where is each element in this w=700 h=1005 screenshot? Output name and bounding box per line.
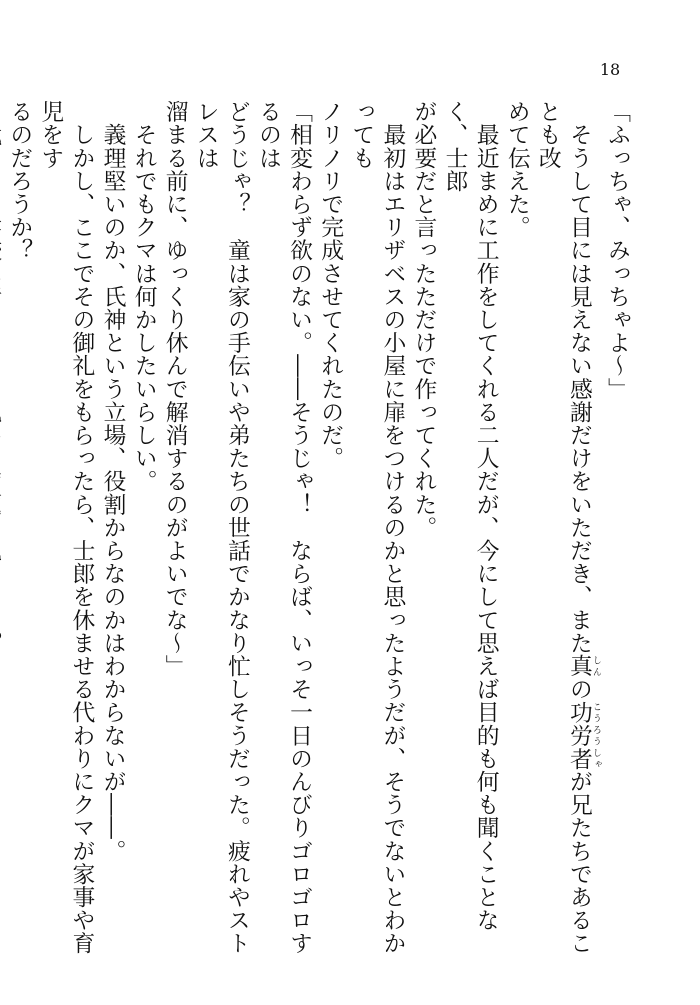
text-line: 最近まめに工作をしてくれる二人だが、今にして思えば目的も何も聞くことなく、士郎 <box>441 100 499 932</box>
text-line: 「相変わらず欲のない。――そうじゃ！ ならば、いっそ一日のんびりゴロゴロするのは <box>254 100 313 955</box>
text-line: 溜まる前に、ゆっくり休んで解消するのがよいでな～」 <box>161 100 188 678</box>
text-segment: が兄たちであることも改 <box>534 100 592 955</box>
text-line <box>0 100 3 970</box>
text-line: しかし、ここでその御礼をもらったら、士郎を休ませる代わりにクマが家事や育児をす <box>37 100 95 955</box>
text-segment: そうして目には見えない感謝だけをいただき、また <box>565 100 592 655</box>
text-line: が必要だと言ったただけで作ってくれた。 <box>410 100 437 539</box>
ruby-base: 真 <box>565 654 592 678</box>
ruby-reading: こうろうしゃ <box>590 700 601 770</box>
novel-text-body <box>6 100 632 970</box>
text-line: るのだろうか？ <box>6 100 33 262</box>
ruby-base: 功労者 <box>565 700 592 770</box>
text-line: めて伝えた。 <box>503 100 530 239</box>
ruby-annotation <box>565 700 601 770</box>
ruby-reading: しん <box>590 654 601 678</box>
text-line-with-ruby: そうして目には見えない感謝だけをいただき、また真 しんの功労者 こうろうしゃが兄たちであることも改 <box>534 100 601 955</box>
ruby-annotation <box>565 654 601 678</box>
text-line: 「ふっちゃ、みっちゃよ～」 <box>604 100 630 401</box>
text-line: それでもクマは何かしたいらしい。 <box>130 100 157 493</box>
text-line: 義理堅いのか、氏神という立場、役割からなのかはわからないが――。 <box>99 100 126 863</box>
page-number: 18 <box>599 60 621 79</box>
text-line: ノリノリで完成させてくれたのだ。 <box>317 100 344 470</box>
text-line: 最初はエリザベスの小屋に扉をつけるのかと思ったようだが、そうでないとわかっても <box>348 100 406 955</box>
text-line: どうじゃ？ 童は家の手伝いや弟たちの世話でかなり忙しそうだった。疲れやストレスは <box>192 100 250 955</box>
